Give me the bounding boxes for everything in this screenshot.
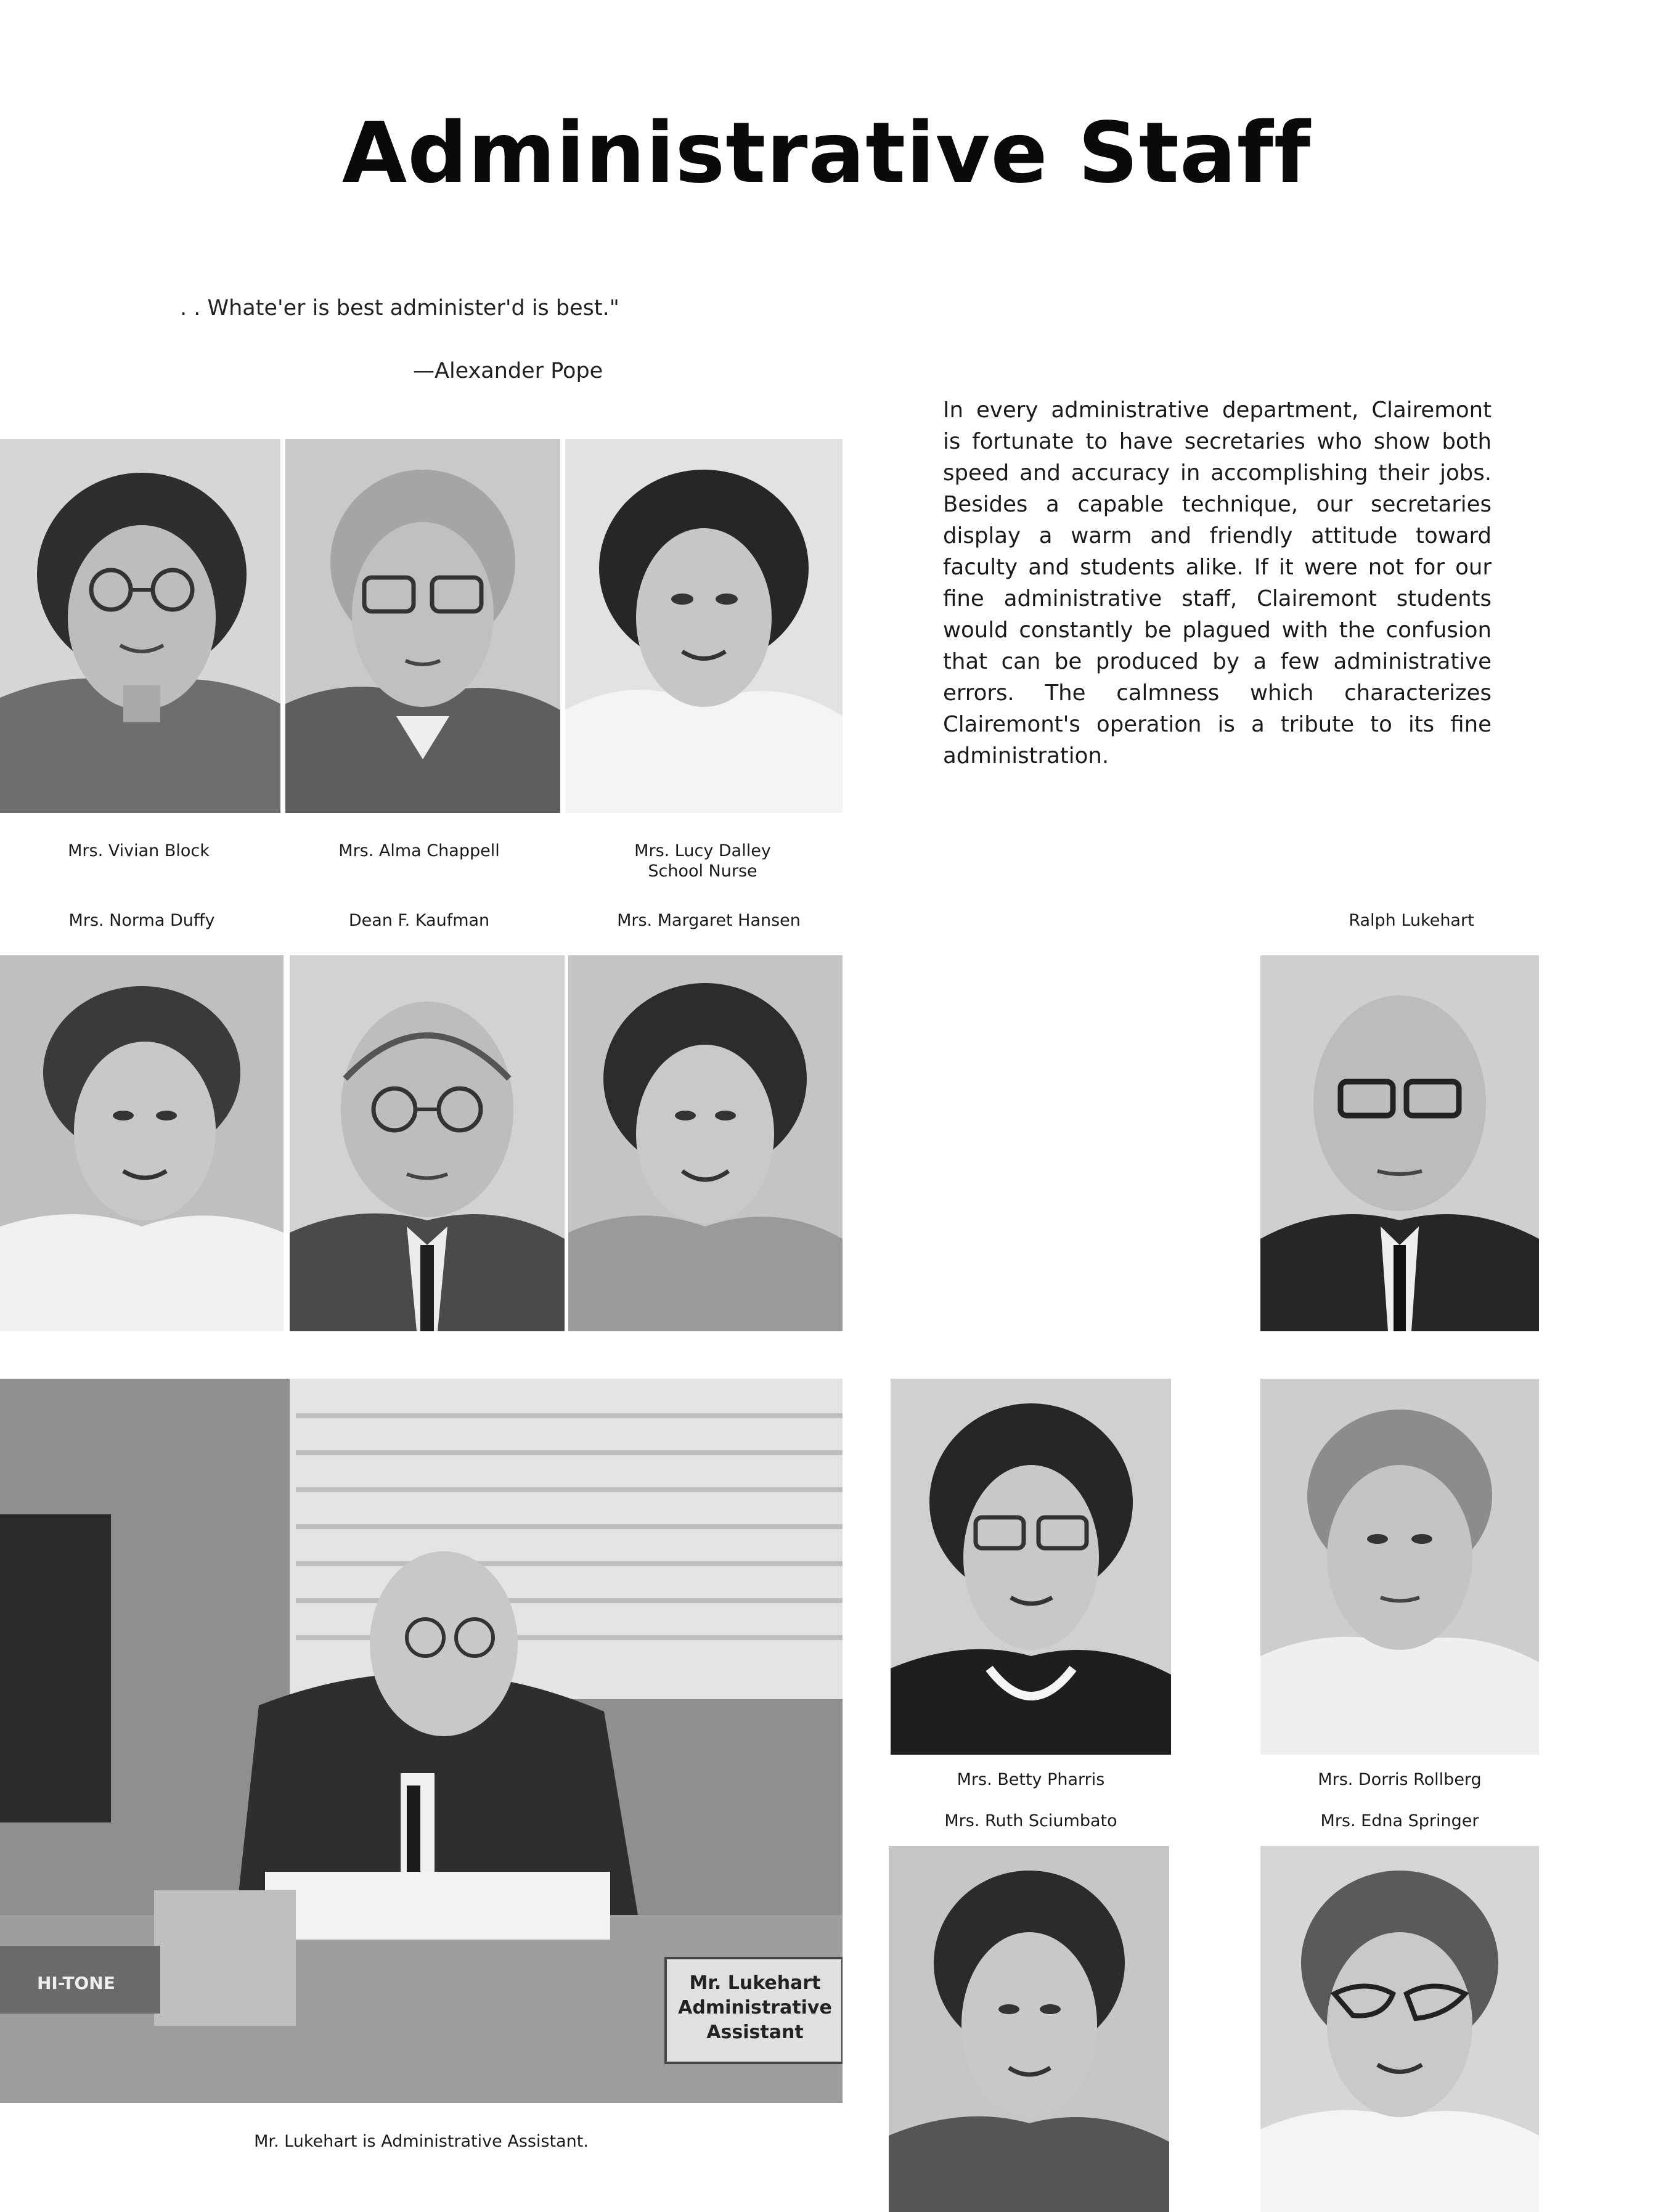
box-label: HI-TONE	[37, 1973, 115, 1993]
caption-dalley	[586, 841, 820, 881]
desk-plaque-line3: Assistant	[706, 2022, 804, 2043]
office-photo-caption: Mr. Lukehart is Administrative Assistant.	[254, 2132, 589, 2151]
caption-kaufman: Dean F. Kaufman	[348, 911, 490, 930]
caption-sciumbato: Mrs. Ruth Sciumbato	[944, 1811, 1117, 1830]
caption-duffy: Mrs. Norma Duffy	[68, 911, 215, 930]
portrait-rollberg	[1260, 1379, 1539, 1755]
portrait-sciumbato	[889, 1846, 1169, 2212]
portrait-lukehart	[1260, 955, 1539, 1331]
office-photo	[0, 1379, 843, 2103]
caption-pharris: Mrs. Betty Pharris	[957, 1770, 1105, 1789]
caption-chappell: Mrs. Alma Chappell	[338, 841, 500, 860]
caption-block: Mrs. Vivian Block	[68, 841, 210, 860]
portrait-chappell	[285, 439, 560, 813]
desk-plaque-line1: Mr. Lukehart	[689, 1972, 821, 1994]
caption-rollberg: Mrs. Dorris Rollberg	[1318, 1770, 1482, 1789]
quote: . . Whate'er is best administer'd is best."	[180, 296, 619, 320]
caption-dalley-name: Mrs. Lucy Dalley	[634, 841, 771, 860]
quote-attribution: —Alexander Pope	[413, 359, 603, 383]
desk-plaque-line2: Administrative	[678, 1997, 832, 2018]
portrait-pharris	[891, 1379, 1171, 1755]
caption-lukehart: Ralph Lukehart	[1349, 911, 1474, 930]
portrait-duffy	[0, 955, 284, 1331]
portrait-dalley	[565, 439, 843, 813]
page-title: Administrative Staff	[341, 105, 1312, 202]
portrait-springer	[1260, 1846, 1539, 2212]
portrait-block	[0, 439, 280, 813]
caption-dalley-role: School Nurse	[648, 862, 757, 881]
intro-paragraph: In every administrative department, Clairemont is fortunate to have secretaries who show both speed and accuracy in accomplishing their jobs. Besides a capable technique, our secretaries display a warm and friendly attitude toward faculty and students alike. If it were not for our fine administrative staff, Clairemont students would constantly be plagued with the confusion that can be produced by a few administrative errors. The calmness which characterizes Clairemont's operation is a tribute to its fine administration.	[943, 398, 1492, 769]
caption-springer: Mrs. Edna Springer	[1320, 1811, 1479, 1830]
portrait-kaufman	[290, 955, 565, 1331]
caption-hansen: Mrs. Margaret Hansen	[617, 911, 801, 930]
portrait-hansen	[568, 955, 843, 1331]
